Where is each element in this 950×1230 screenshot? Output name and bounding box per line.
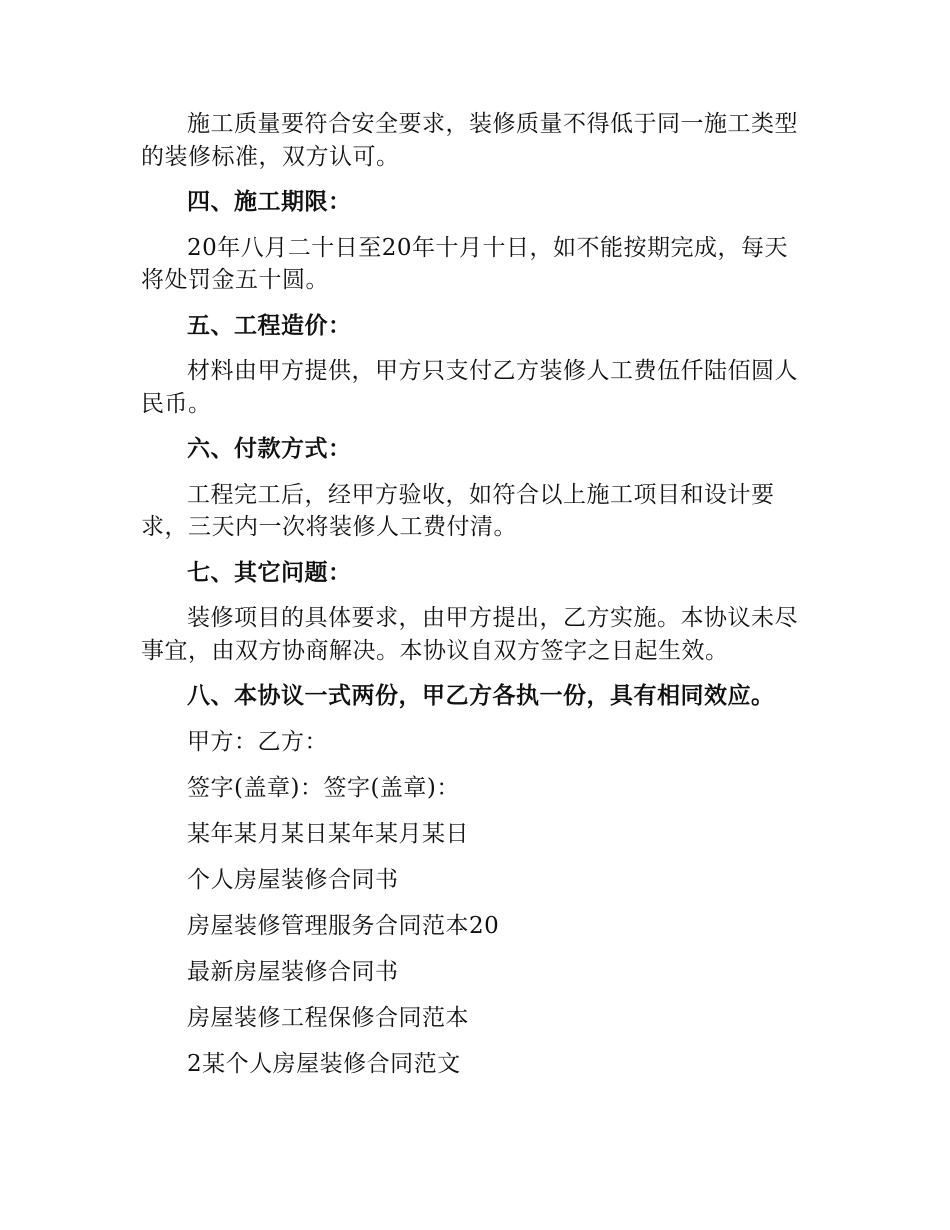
signature-line: 签字(盖章)：签字(盖章)： <box>187 774 460 801</box>
section-heading-construction-period: 四、施工期限： <box>187 189 352 215</box>
related-title-line: 2某个人房屋装修合同范文 <box>187 1050 461 1077</box>
section-heading-payment-method: 六、付款方式： <box>187 436 352 462</box>
payment-method-paragraph: 工程完工后，经甲方验收，如符合以上施工项目和设计要求，三天内一次将装修人工费付清。 <box>141 481 775 540</box>
section-heading-project-cost: 五、工程造价： <box>187 312 352 339</box>
related-title-line: 房屋装修工程保修合同范本 <box>187 1004 469 1031</box>
related-title-line: 个人房屋装修合同书 <box>187 866 399 893</box>
section-heading-copies: 八、本协议一式两份，甲乙方各执一份，具有相同效应。 <box>187 683 775 709</box>
other-issues-paragraph: 装修项目的具体要求，由甲方提出，乙方实施。本协议未尽事宜，由双方协商解决。本协议自双方签字之日起生效。 <box>141 605 798 664</box>
construction-period-paragraph: 20年八月二十日至20年十月十日，如不能按期完成，每天将处罚金五十圆。 <box>141 234 789 293</box>
project-cost-paragraph: 材料由甲方提供，甲方只支付乙方装修人工费伍仟陆佰圆人民币。 <box>141 358 798 417</box>
party-line: 甲方：乙方： <box>187 728 328 755</box>
date-line: 某年某月某日某年某月某日 <box>187 820 469 847</box>
related-title-line: 房屋装修管理服务合同范本20 <box>187 912 500 939</box>
related-title-line: 最新房屋装修合同书 <box>187 958 399 985</box>
quality-clause-paragraph: 施工质量要符合安全要求，装修质量不得低于同一施工类型的装修标准，双方认可。 <box>141 111 798 170</box>
document-page <box>141 108 809 1094</box>
section-heading-other-issues: 七、其它问题： <box>187 559 352 586</box>
